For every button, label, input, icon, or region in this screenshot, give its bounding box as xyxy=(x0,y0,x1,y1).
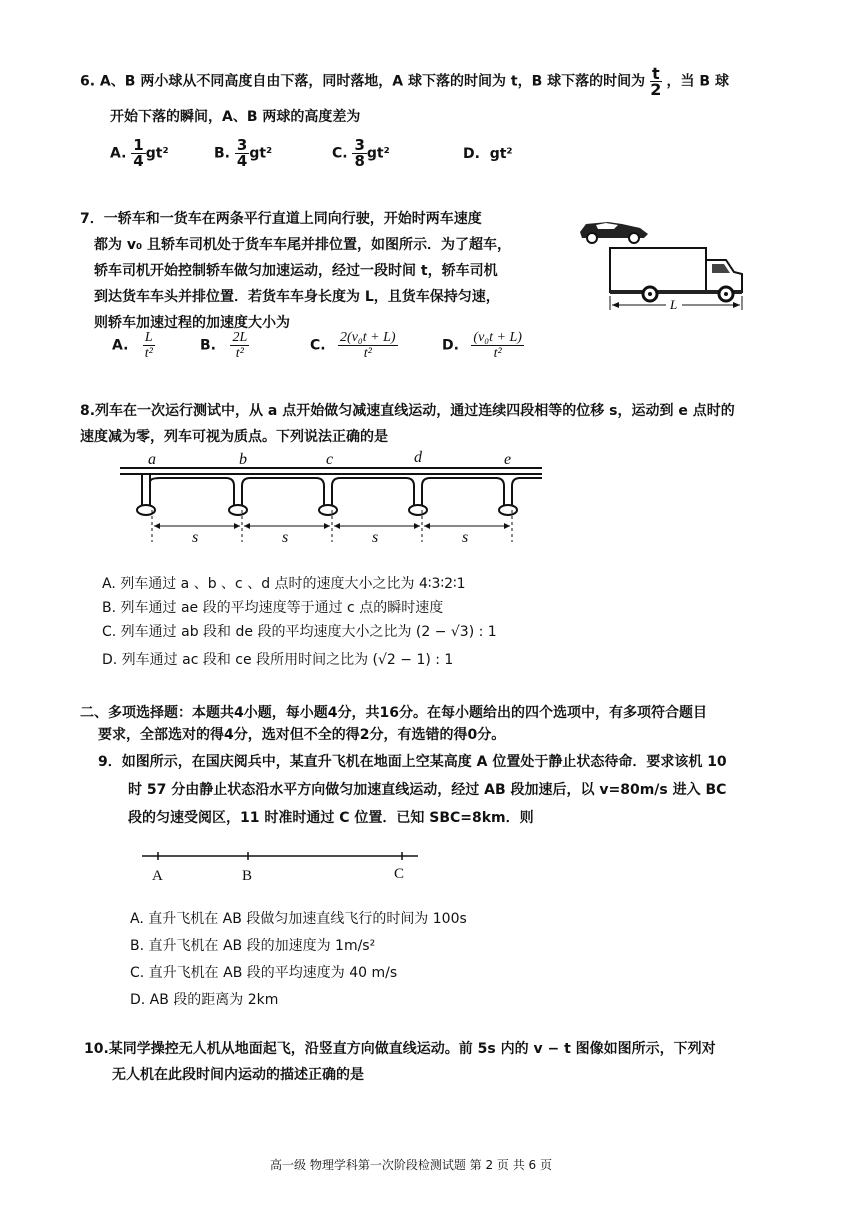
point-b: b xyxy=(239,451,247,468)
page-footer: 高一级 物理学科第一次阶段检测试题 第 2 页 共 6 页 xyxy=(270,1158,552,1172)
q6-line2: 开始下落的瞬间，A、B 两球的高度差为 xyxy=(110,109,361,125)
section2-line1: 二、多项选择题：本题共4小题，每小题4分，共16分。在每小题给出的四个选项中，有多项符合题目 xyxy=(80,705,707,721)
q8-option-c: C. 列车通过 ab 段和 de 段的平均速度大小之比为 (2 − √3) : 1 xyxy=(102,624,497,640)
q7-option-d: D. $\frac{\text{(v₀t + L)}}{\text{t²}}$ xyxy=(442,330,522,361)
q7-stem: 7．一轿车和一货车在两条平行直道上同向行驶，开始时两车速度 都为 v₀ 且轿车司机处于货车车尾并排位置，如图所示．为了超车， 轿车司机开始控制轿车做匀加速运动，经过一段时间 t，轿车司机 到达货车车头并排位置．若货车车身长度为 L，且货车保持匀速， 则轿车加速过程的加速度大小为 xyxy=(80,211,512,331)
point-C: C xyxy=(394,866,405,882)
q7-option-a: A. $\frac{L}{\text{t²}}$ xyxy=(112,330,153,361)
seg-label-1: s xyxy=(192,529,199,546)
point-c: c xyxy=(326,451,334,468)
seg-label-2: s xyxy=(282,529,289,546)
q8-options xyxy=(102,572,497,672)
q6-line1: 6. A、B 两小球从不同高度自由下落，同时落地，A 球下落的时间为 t，B 球下落的时间为 $\frac{t}{2}$ ，当 B 球 xyxy=(80,64,729,99)
q6-option-b: B. $\frac{3}{4}$ gt² xyxy=(214,136,273,170)
truck-icon xyxy=(610,248,742,301)
q6-fraction: $\frac{t}{2}$ xyxy=(650,64,662,99)
q9-option-b: B. 直升飞机在 AB 段的加速度为 1m/s² xyxy=(130,938,376,954)
q9-option-a: A. 直升飞机在 AB 段做匀加速直线飞行的时间为 100s xyxy=(130,911,467,927)
q9-option-d: D. AB 段的距离为 2km xyxy=(130,992,279,1008)
track-figure xyxy=(120,450,550,550)
point-a: a xyxy=(148,451,156,468)
q8-line2: 速度减为零，列车可视为质点。下列说法正确的是 xyxy=(80,429,388,445)
car-icon xyxy=(580,222,648,243)
point-B: B xyxy=(242,868,253,884)
q7-option-c: C. $\frac{\text{2(v₀t + L)}}{\text{t²}}$ xyxy=(310,330,396,361)
car-truck-figure xyxy=(574,210,754,315)
q10-line1: 10.某同学操控无人机从地面起飞，沿竖直方向做直线运动。前 5s 内的 v − t 图像如图所示，下列对 xyxy=(84,1041,716,1057)
q8-line1: 8.列车在一次运行测试中，从 a 点开始做匀减速直线运动，通过连续四段相等的位移 s，运动到 e 点时的 xyxy=(80,403,735,419)
q6-option-d: D. gt² xyxy=(463,146,513,162)
q10-line2: 无人机在此段时间内运动的描述正确的是 xyxy=(112,1067,364,1083)
q6-option-c: C. $\frac{3}{8}$ gt² xyxy=(332,136,390,170)
q9-stem: 9．如图所示，在国庆阅兵中，某直升飞机在地面上空某高度 A 位置处于静止状态待命．要求该机 10 时 57 分由静止状态沿水平方向做匀加速直线运动，经过 AB 段加速后，以 v=80m/s 进入 BC 段的匀速受阅区，11 时准时通过 C 位置．已知 SBC=8km．则 xyxy=(98,754,727,826)
point-d: d xyxy=(414,450,422,466)
q8-option-b: B. 列车通过 ae 段的平均速度等于通过 c 点的瞬时速度 xyxy=(102,600,444,616)
q8-option-a: A. 列车通过 a 、b 、c 、d 点时的速度大小之比为 4∶3∶2∶1 xyxy=(102,576,466,592)
point-e: e xyxy=(504,451,512,468)
abc-line-figure xyxy=(140,846,430,886)
figure-length-label: L xyxy=(670,297,678,312)
q7-option-b: B. $\frac{2L}{\text{t²}}$ xyxy=(200,330,248,361)
q9-options xyxy=(130,906,467,1014)
point-A: A xyxy=(152,868,163,884)
q6-option-a: A. $\frac{1}{4}$ gt² xyxy=(110,136,169,170)
section2-line2: 要求，全部选对的得4分，选对但不全的得2分，有选错的得0分。 xyxy=(98,727,506,743)
q9-option-c: C. 直升飞机在 AB 段的平均速度为 40 m/s xyxy=(130,965,398,981)
q8-option-d: D. 列车通过 ac 段和 ce 段所用时间之比为 (√2 − 1) : 1 xyxy=(102,652,454,668)
seg-label-4: s xyxy=(462,529,469,546)
seg-label-3: s xyxy=(372,529,379,546)
